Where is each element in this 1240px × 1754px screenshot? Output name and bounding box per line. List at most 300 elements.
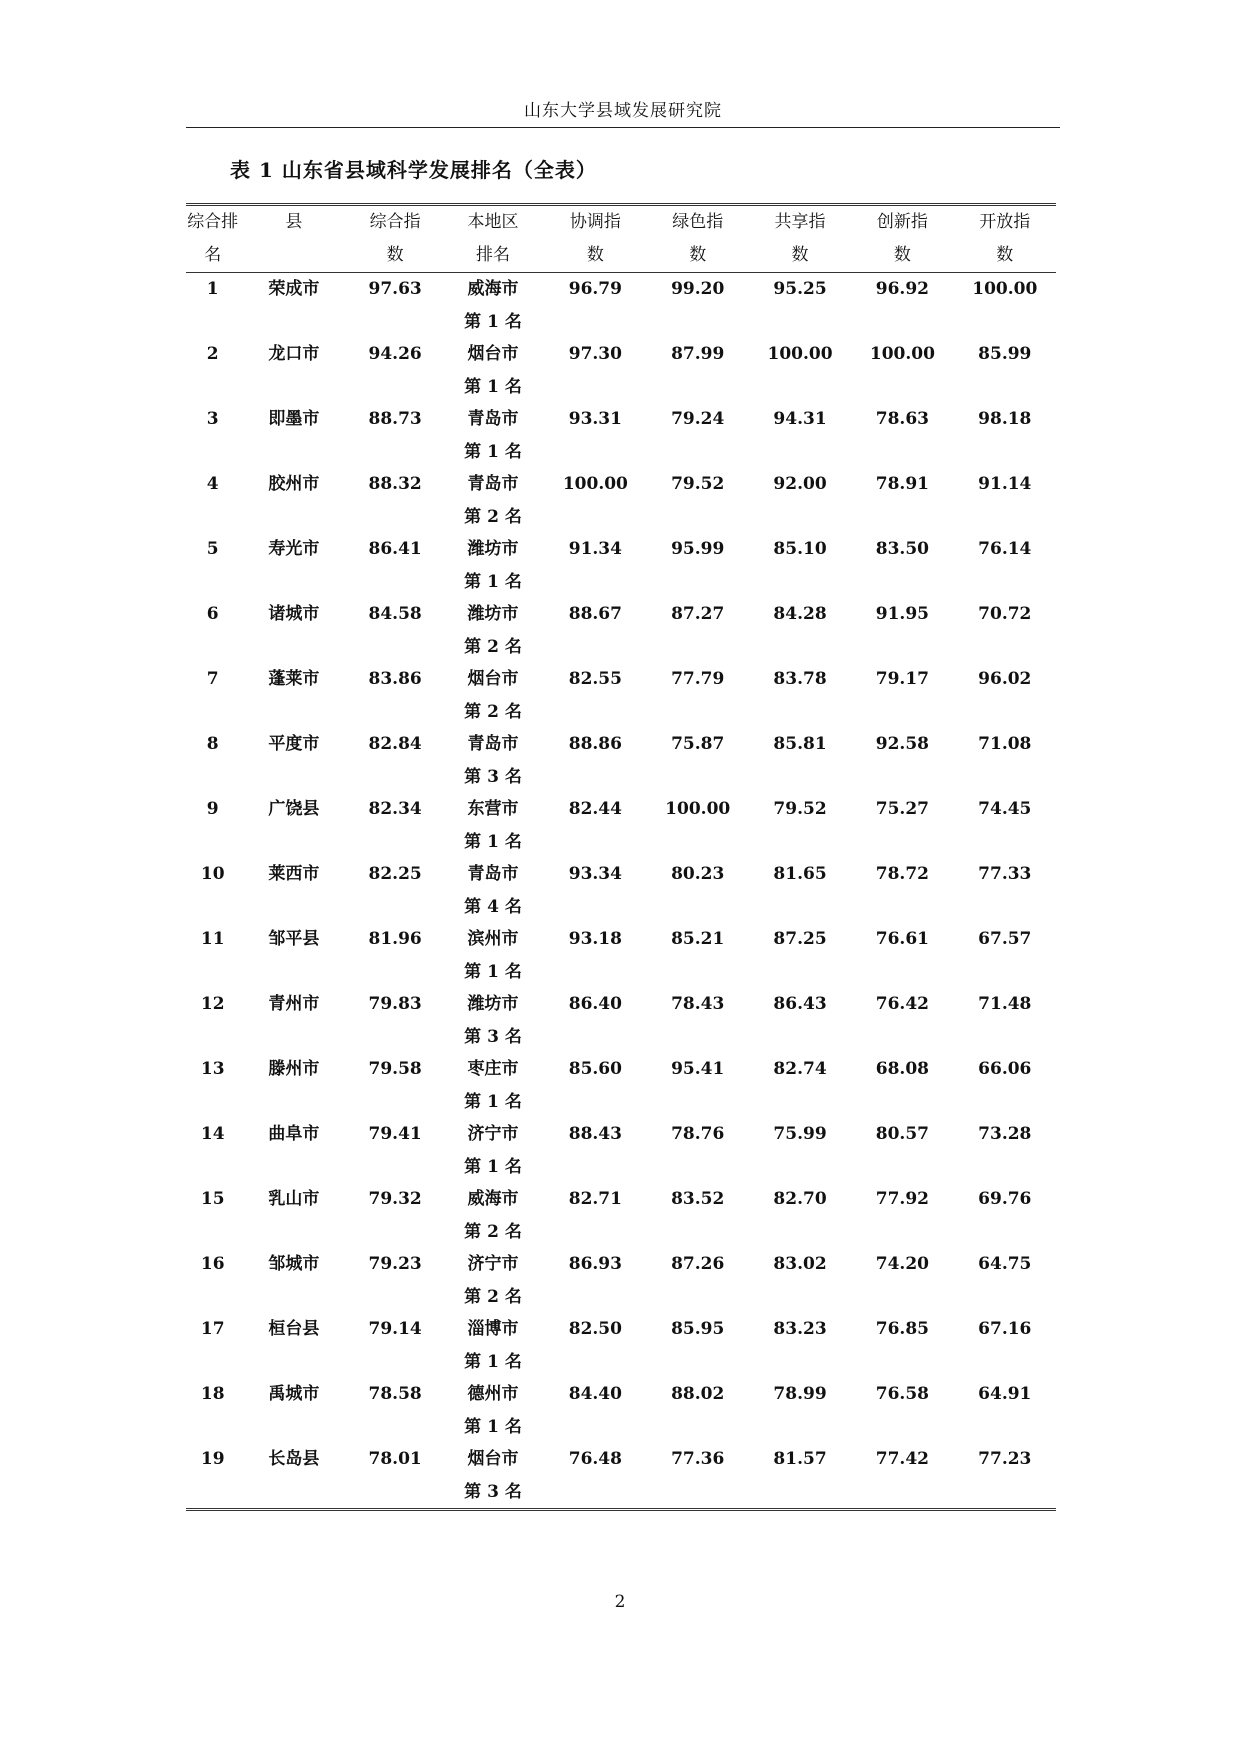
- col-overall-rank-cell: [186, 728, 239, 793]
- col-county-cell: [239, 1183, 348, 1248]
- col-overall-rank-cell: [186, 533, 239, 598]
- col-county-cell: [239, 1118, 348, 1183]
- ranking-table-container: [186, 203, 1056, 1511]
- table-row: [186, 923, 1056, 988]
- cell-text: 76.61: [875, 929, 929, 949]
- cell-text: 长岛县: [268, 1449, 320, 1469]
- table-row: [186, 598, 1056, 663]
- col-overall-rank-cell: [186, 793, 239, 858]
- cell-text: 平度市: [268, 734, 320, 754]
- ranking-table: [186, 203, 1056, 1511]
- cell-text: 95.25: [773, 279, 827, 299]
- cell-text: 78.63: [875, 409, 929, 429]
- cell-text: 滨州市: [467, 929, 519, 949]
- table-row: [186, 728, 1056, 793]
- col-coordination-index-cell: [544, 403, 646, 468]
- col-green-index-header: [647, 205, 749, 273]
- col-openness-index-cell: [954, 1053, 1056, 1118]
- col-green-index-cell: [647, 793, 749, 858]
- col-composite-index-cell: [348, 1378, 441, 1443]
- cell-text: 第 3 名: [464, 1481, 522, 1502]
- col-overall-rank-cell: [186, 1443, 239, 1510]
- cell-text: 19: [200, 1449, 225, 1469]
- cell-text: 78.91: [875, 474, 929, 494]
- col-coordination-index-cell: [544, 923, 646, 988]
- cell-text: 79.58: [368, 1059, 422, 1079]
- col-openness-index-cell: [954, 988, 1056, 1053]
- col-coordination-index-cell: [544, 663, 646, 728]
- cell-text: 76.14: [978, 539, 1032, 559]
- col-green-index-cell: [647, 598, 749, 663]
- col-openness-index-cell: [954, 728, 1056, 793]
- cell-text: 79.23: [368, 1254, 422, 1274]
- col-green-index-cell: [647, 273, 749, 339]
- col-composite-index-cell: [348, 728, 441, 793]
- col-openness-index-cell: [954, 1443, 1056, 1510]
- cell-text: 第 1 名: [464, 1416, 522, 1437]
- col-openness-index-cell: [954, 338, 1056, 403]
- col-local-rank-cell: [442, 533, 544, 598]
- cell-text: 100.00: [869, 344, 935, 364]
- col-composite-index-cell: [348, 338, 441, 403]
- col-composite-index-cell: [348, 988, 441, 1053]
- cell-text: 诸城市: [268, 604, 320, 624]
- table-header-row: [186, 205, 1056, 273]
- col-sharing-index-cell: [749, 858, 851, 923]
- cell-text: 73.28: [978, 1124, 1032, 1144]
- col-openness-index-cell: [954, 1378, 1056, 1443]
- cell-text: 85.95: [671, 1319, 725, 1339]
- table-row: [186, 468, 1056, 533]
- cell-text: 79.17: [875, 669, 929, 689]
- col-overall-rank-cell: [186, 988, 239, 1053]
- cell-text: 桓台县: [268, 1319, 320, 1339]
- cell-text: 99.20: [671, 279, 725, 299]
- cell-text: 95.41: [671, 1059, 725, 1079]
- cell-text: 85.10: [773, 539, 827, 559]
- column-header-text: 本地区: [467, 212, 519, 232]
- cell-text: 滕州市: [268, 1059, 320, 1079]
- cell-text: 78.58: [368, 1384, 422, 1404]
- col-coordination-index-cell: [544, 793, 646, 858]
- col-overall-rank-cell: [186, 1248, 239, 1313]
- col-coordination-index-cell: [544, 1053, 646, 1118]
- cell-text: 84.28: [773, 604, 827, 624]
- col-innovation-index-cell: [851, 1118, 953, 1183]
- col-overall-rank-cell: [186, 598, 239, 663]
- col-coordination-index-cell: [544, 1443, 646, 1510]
- col-local-rank-cell: [442, 793, 544, 858]
- cell-text: 85.81: [773, 734, 827, 754]
- col-composite-index-cell: [348, 793, 441, 858]
- cell-text: 12: [200, 994, 225, 1014]
- table-caption: 表 1 山东省县域科学发展排名（全表）: [230, 158, 597, 182]
- col-sharing-index-header: [749, 205, 851, 273]
- col-local-rank-cell: [442, 988, 544, 1053]
- col-overall-rank-cell: [186, 1053, 239, 1118]
- cell-text: 95.99: [671, 539, 725, 559]
- col-coordination-index-cell: [544, 273, 646, 339]
- col-local-rank-cell: [442, 338, 544, 403]
- cell-text: 莱西市: [268, 864, 320, 884]
- col-composite-index-cell: [348, 858, 441, 923]
- cell-text: 第 2 名: [464, 1221, 522, 1242]
- col-sharing-index-cell: [749, 338, 851, 403]
- column-header-text: 排名: [476, 245, 511, 265]
- cell-text: 枣庄市: [467, 1059, 519, 1079]
- table-row: [186, 1313, 1056, 1378]
- col-local-rank-cell: [442, 923, 544, 988]
- cell-text: 威海市: [467, 279, 519, 299]
- cell-text: 96.79: [568, 279, 622, 299]
- cell-text: 87.26: [671, 1254, 725, 1274]
- cell-text: 第 1 名: [464, 831, 522, 852]
- col-coordination-index-cell: [544, 1248, 646, 1313]
- table-row: [186, 793, 1056, 858]
- col-overall-rank-cell: [186, 858, 239, 923]
- cell-text: 蓬莱市: [268, 669, 320, 689]
- col-sharing-index-cell: [749, 1053, 851, 1118]
- col-composite-index-cell: [348, 1443, 441, 1510]
- cell-text: 17: [200, 1319, 225, 1339]
- col-overall-rank-cell: [186, 1313, 239, 1378]
- col-green-index-cell: [647, 728, 749, 793]
- column-header-text: 数: [791, 245, 809, 265]
- cell-text: 邹平县: [268, 929, 320, 949]
- cell-text: 100.00: [562, 474, 628, 494]
- col-green-index-cell: [647, 1183, 749, 1248]
- cell-text: 75.99: [773, 1124, 827, 1144]
- col-local-rank-cell: [442, 728, 544, 793]
- cell-text: 66.06: [978, 1059, 1032, 1079]
- cell-text: 86.93: [568, 1254, 622, 1274]
- cell-text: 100.00: [665, 799, 731, 819]
- cell-text: 77.36: [671, 1449, 725, 1469]
- col-local-rank-cell: [442, 468, 544, 533]
- cell-text: 第 4 名: [464, 896, 522, 917]
- col-openness-index-cell: [954, 1118, 1056, 1183]
- col-innovation-index-cell: [851, 468, 953, 533]
- col-openness-index-cell: [954, 468, 1056, 533]
- col-green-index-cell: [647, 403, 749, 468]
- cell-text: 5: [206, 539, 219, 559]
- col-local-rank-cell: [442, 1378, 544, 1443]
- col-coordination-index-cell: [544, 728, 646, 793]
- col-overall-rank-cell: [186, 663, 239, 728]
- table-row: [186, 338, 1056, 403]
- cell-text: 88.43: [568, 1124, 622, 1144]
- col-local-rank-cell: [442, 1248, 544, 1313]
- cell-text: 77.23: [978, 1449, 1032, 1469]
- cell-text: 11: [200, 929, 225, 949]
- cell-text: 74.20: [875, 1254, 929, 1274]
- col-county-cell: [239, 793, 348, 858]
- cell-text: 6: [206, 604, 219, 624]
- cell-text: 邹城市: [268, 1254, 320, 1274]
- cell-text: 96.92: [875, 279, 929, 299]
- col-innovation-index-cell: [851, 533, 953, 598]
- col-innovation-index-cell: [851, 793, 953, 858]
- cell-text: 济宁市: [467, 1124, 519, 1144]
- col-overall-rank-header: [186, 205, 239, 273]
- cell-text: 87.99: [671, 344, 725, 364]
- cell-text: 禹城市: [268, 1384, 320, 1404]
- col-sharing-index-cell: [749, 403, 851, 468]
- col-sharing-index-cell: [749, 663, 851, 728]
- col-sharing-index-cell: [749, 468, 851, 533]
- cell-text: 第 1 名: [464, 1156, 522, 1177]
- cell-text: 83.02: [773, 1254, 827, 1274]
- cell-text: 76.58: [875, 1384, 929, 1404]
- cell-text: 88.32: [368, 474, 422, 494]
- cell-text: 4: [206, 474, 219, 494]
- cell-text: 青岛市: [467, 409, 519, 429]
- cell-text: 84.40: [568, 1384, 622, 1404]
- cell-text: 78.72: [875, 864, 929, 884]
- col-sharing-index-cell: [749, 1183, 851, 1248]
- cell-text: 96.02: [978, 669, 1032, 689]
- column-header-text: 数: [689, 245, 707, 265]
- cell-text: 74.45: [978, 799, 1032, 819]
- cell-text: 100.00: [767, 344, 833, 364]
- cell-text: 81.57: [773, 1449, 827, 1469]
- col-openness-index-cell: [954, 533, 1056, 598]
- cell-text: 乳山市: [268, 1189, 320, 1209]
- table-row: [186, 273, 1056, 339]
- cell-text: 67.16: [978, 1319, 1032, 1339]
- col-local-rank-cell: [442, 1313, 544, 1378]
- cell-text: 76.42: [875, 994, 929, 1014]
- table-row: [186, 1053, 1056, 1118]
- col-green-index-cell: [647, 858, 749, 923]
- col-openness-index-cell: [954, 923, 1056, 988]
- cell-text: 77.42: [875, 1449, 929, 1469]
- cell-text: 67.57: [978, 929, 1032, 949]
- col-coordination-index-cell: [544, 338, 646, 403]
- col-innovation-index-cell: [851, 858, 953, 923]
- cell-text: 13: [200, 1059, 225, 1079]
- cell-text: 3: [206, 409, 219, 429]
- cell-text: 济宁市: [467, 1254, 519, 1274]
- cell-text: 77.33: [978, 864, 1032, 884]
- col-green-index-cell: [647, 533, 749, 598]
- cell-text: 85.21: [671, 929, 725, 949]
- cell-text: 79.41: [368, 1124, 422, 1144]
- col-coordination-index-header: [544, 205, 646, 273]
- table-row: [186, 1443, 1056, 1510]
- column-header-text: 共享指: [774, 212, 826, 232]
- col-county-cell: [239, 923, 348, 988]
- col-local-rank-cell: [442, 663, 544, 728]
- page-header-title: 山东大学县域发展研究院: [524, 101, 722, 121]
- col-composite-index-cell: [348, 1248, 441, 1313]
- cell-text: 82.50: [568, 1319, 622, 1339]
- cell-text: 82.74: [773, 1059, 827, 1079]
- col-composite-index-cell: [348, 1313, 441, 1378]
- cell-text: 广饶县: [268, 799, 320, 819]
- column-header-text: 数: [586, 245, 604, 265]
- col-county-cell: [239, 728, 348, 793]
- col-local-rank-cell: [442, 1183, 544, 1248]
- cell-text: 东营市: [467, 799, 519, 819]
- col-openness-index-cell: [954, 663, 1056, 728]
- col-green-index-cell: [647, 923, 749, 988]
- cell-text: 83.52: [671, 1189, 725, 1209]
- cell-text: 淄博市: [467, 1319, 519, 1339]
- header-rule: [186, 127, 1060, 128]
- cell-text: 97.30: [568, 344, 622, 364]
- col-sharing-index-cell: [749, 1248, 851, 1313]
- cell-text: 15: [200, 1189, 225, 1209]
- col-overall-rank-cell: [186, 403, 239, 468]
- cell-text: 76.85: [875, 1319, 929, 1339]
- cell-text: 81.96: [368, 929, 422, 949]
- col-innovation-index-cell: [851, 273, 953, 339]
- col-sharing-index-cell: [749, 273, 851, 339]
- cell-text: 70.72: [978, 604, 1032, 624]
- col-county-cell: [239, 988, 348, 1053]
- cell-text: 第 1 名: [464, 441, 522, 462]
- col-green-index-cell: [647, 1053, 749, 1118]
- column-header-text: 开放指: [979, 212, 1031, 232]
- col-coordination-index-cell: [544, 858, 646, 923]
- col-composite-index-cell: [348, 403, 441, 468]
- cell-text: 80.23: [671, 864, 725, 884]
- cell-text: 9: [206, 799, 219, 819]
- cell-text: 88.02: [671, 1384, 725, 1404]
- col-green-index-cell: [647, 1443, 749, 1510]
- col-county-cell: [239, 1443, 348, 1510]
- cell-text: 烟台市: [467, 669, 519, 689]
- col-openness-index-cell: [954, 1248, 1056, 1313]
- col-coordination-index-cell: [544, 533, 646, 598]
- col-sharing-index-cell: [749, 728, 851, 793]
- cell-text: 胶州市: [268, 474, 320, 494]
- col-composite-index-cell: [348, 598, 441, 663]
- column-header-text: 综合指: [369, 212, 421, 232]
- col-local-rank-cell: [442, 1443, 544, 1510]
- column-header-text: [239, 239, 348, 272]
- cell-text: 69.76: [978, 1189, 1032, 1209]
- col-local-rank-cell: [442, 1053, 544, 1118]
- col-innovation-index-cell: [851, 1313, 953, 1378]
- col-innovation-index-cell: [851, 728, 953, 793]
- cell-text: 第 1 名: [464, 571, 522, 592]
- cell-text: 75.27: [875, 799, 929, 819]
- cell-text: 79.52: [671, 474, 725, 494]
- col-sharing-index-cell: [749, 988, 851, 1053]
- cell-text: 第 1 名: [464, 961, 522, 982]
- col-innovation-index-cell: [851, 1053, 953, 1118]
- column-header-text: 数: [996, 245, 1014, 265]
- cell-text: 荣成市: [268, 279, 320, 299]
- cell-text: 68.08: [875, 1059, 929, 1079]
- cell-text: 87.27: [671, 604, 725, 624]
- cell-text: 83.23: [773, 1319, 827, 1339]
- cell-text: 潍坊市: [467, 994, 519, 1014]
- col-innovation-index-cell: [851, 1183, 953, 1248]
- table-row: [186, 403, 1056, 468]
- cell-text: 第 1 名: [464, 1091, 522, 1112]
- col-county-cell: [239, 1313, 348, 1378]
- cell-text: 88.73: [368, 409, 422, 429]
- cell-text: 85.99: [978, 344, 1032, 364]
- col-sharing-index-cell: [749, 533, 851, 598]
- cell-text: 威海市: [467, 1189, 519, 1209]
- col-green-index-cell: [647, 988, 749, 1053]
- col-county-cell: [239, 273, 348, 339]
- cell-text: 97.63: [368, 279, 422, 299]
- cell-text: 第 3 名: [464, 1026, 522, 1047]
- cell-text: 78.76: [671, 1124, 725, 1144]
- col-overall-rank-cell: [186, 1183, 239, 1248]
- table-row: [186, 663, 1056, 728]
- col-sharing-index-cell: [749, 1118, 851, 1183]
- cell-text: 8: [206, 734, 219, 754]
- cell-text: 71.48: [978, 994, 1032, 1014]
- col-openness-index-header: [954, 205, 1056, 273]
- cell-text: 88.67: [568, 604, 622, 624]
- col-county-cell: [239, 663, 348, 728]
- col-green-index-cell: [647, 1378, 749, 1443]
- col-overall-rank-cell: [186, 338, 239, 403]
- col-local-rank-cell: [442, 273, 544, 339]
- cell-text: 曲阜市: [268, 1124, 320, 1144]
- column-header-text: 创新指: [876, 212, 928, 232]
- table-row: [186, 988, 1056, 1053]
- col-composite-index-cell: [348, 923, 441, 988]
- cell-text: 86.40: [568, 994, 622, 1014]
- cell-text: 94.26: [368, 344, 422, 364]
- col-openness-index-cell: [954, 793, 1056, 858]
- col-sharing-index-cell: [749, 1443, 851, 1510]
- cell-text: 79.14: [368, 1319, 422, 1339]
- page-number: 2: [614, 1592, 626, 1612]
- cell-text: 83.50: [875, 539, 929, 559]
- col-innovation-index-cell: [851, 403, 953, 468]
- col-overall-rank-cell: [186, 273, 239, 339]
- table-body: [186, 273, 1056, 1510]
- col-composite-index-cell: [348, 273, 441, 339]
- column-header-text: 数: [893, 245, 911, 265]
- col-coordination-index-cell: [544, 468, 646, 533]
- cell-text: 第 1 名: [464, 311, 522, 332]
- col-openness-index-cell: [954, 1183, 1056, 1248]
- cell-text: 79.83: [368, 994, 422, 1014]
- col-county-cell: [239, 338, 348, 403]
- col-sharing-index-cell: [749, 793, 851, 858]
- cell-text: 86.41: [368, 539, 422, 559]
- table-row: [186, 533, 1056, 598]
- col-sharing-index-cell: [749, 1378, 851, 1443]
- col-innovation-index-header: [851, 205, 953, 273]
- cell-text: 81.65: [773, 864, 827, 884]
- col-innovation-index-cell: [851, 338, 953, 403]
- cell-text: 82.71: [568, 1189, 622, 1209]
- cell-text: 91.14: [978, 474, 1032, 494]
- cell-text: 第 2 名: [464, 701, 522, 722]
- col-green-index-cell: [647, 468, 749, 533]
- col-green-index-cell: [647, 1313, 749, 1378]
- col-county-cell: [239, 1053, 348, 1118]
- column-header-text: 协调指: [569, 212, 621, 232]
- col-county-cell: [239, 533, 348, 598]
- col-composite-index-header: [348, 205, 441, 273]
- col-composite-index-cell: [348, 468, 441, 533]
- column-header-text: 绿色指: [672, 212, 724, 232]
- cell-text: 82.84: [368, 734, 422, 754]
- col-openness-index-cell: [954, 403, 1056, 468]
